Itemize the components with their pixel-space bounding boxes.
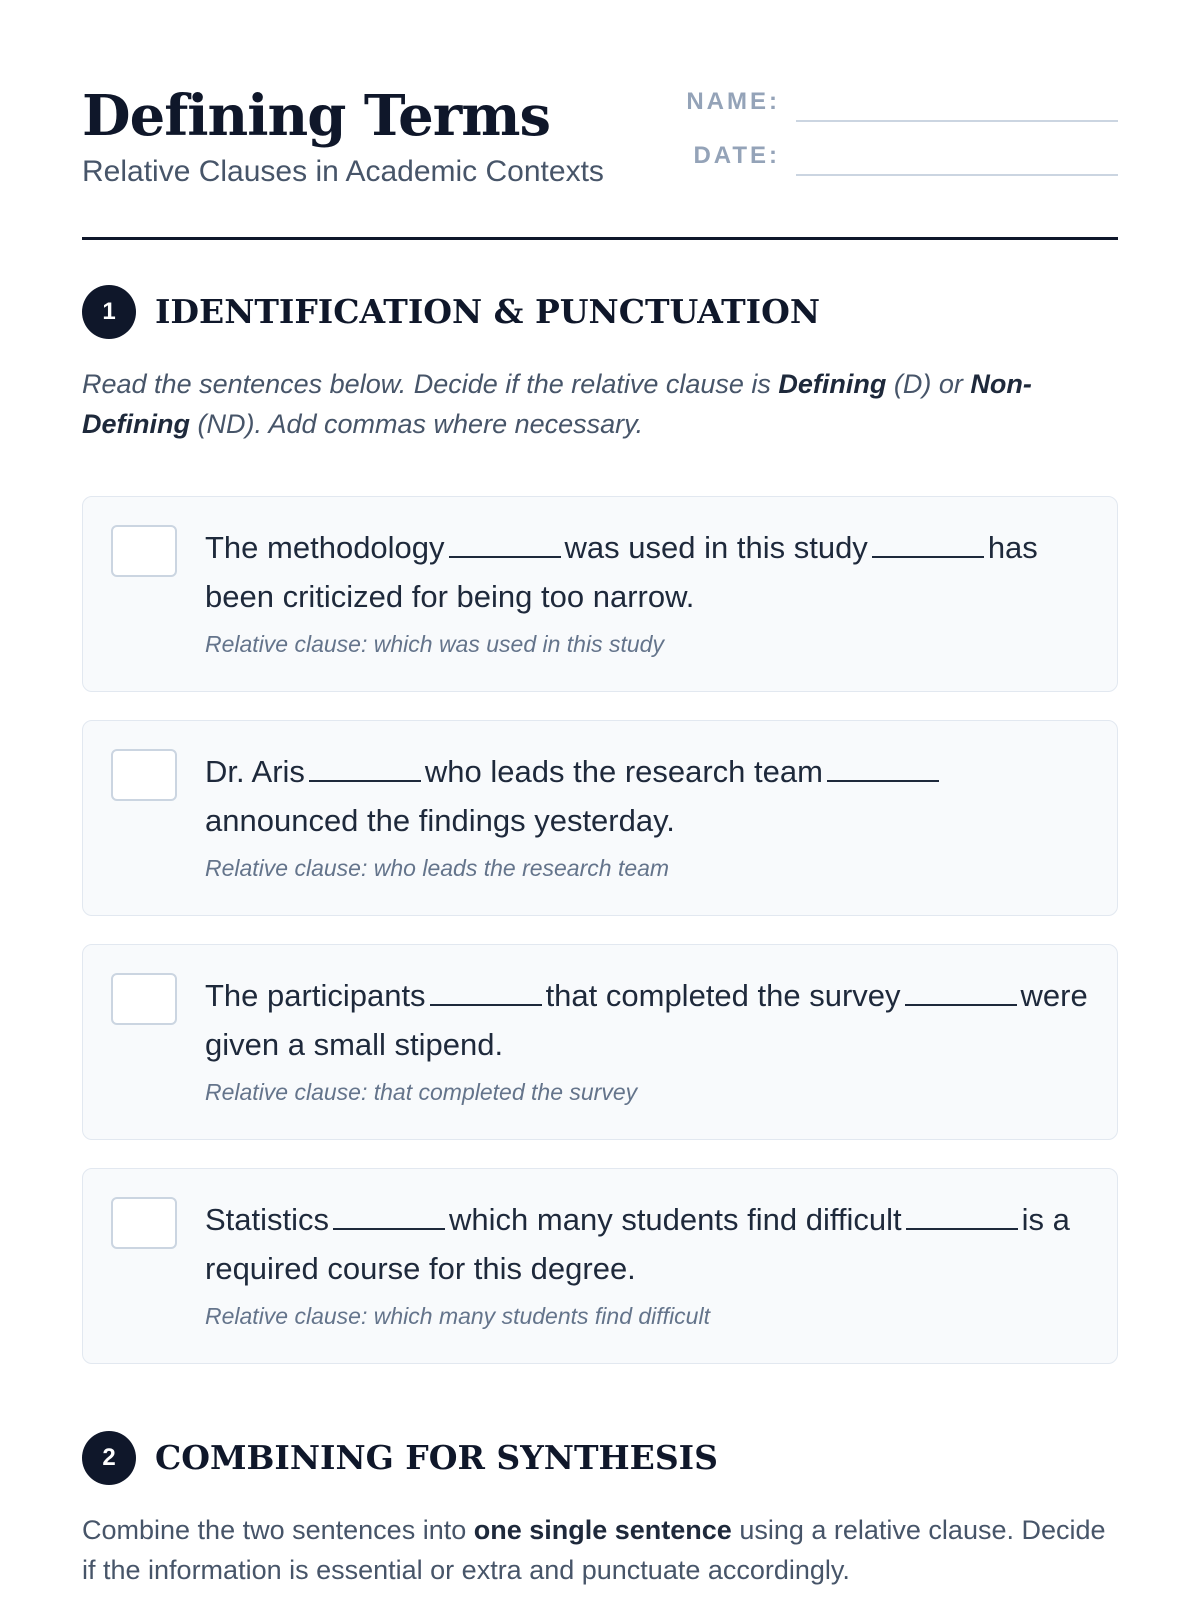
instructions-text: (ND). Add commas where necessary. [190,409,644,439]
comma-blank[interactable] [430,980,542,1006]
section-1-heading [82,285,1118,339]
section-number-badge: 2 [82,1431,136,1485]
comma-blank[interactable] [309,756,421,782]
exercise-card [82,496,1118,692]
sentence-part: The participants [205,978,426,1013]
page-subtitle: Relative Clauses in Academic Contexts [82,155,604,188]
page-title: Defining Terms [82,83,551,149]
instructions-emphasis: one single sentence [473,1515,732,1545]
answer-box[interactable] [111,973,177,1025]
comma-blank[interactable] [905,980,1017,1006]
comma-blank[interactable] [872,532,984,558]
exercise-card [82,1168,1118,1364]
clause-hint: Relative clause: which many students find difficult [205,1303,710,1329]
instructions-emphasis: Non-Defining [82,369,1032,439]
student-info [688,84,1118,192]
sentence-part: The methodology [205,530,445,565]
exercise-sentence [205,971,1089,1069]
clause-hint: Relative clause: who leads the research team [205,855,670,881]
answer-box[interactable] [111,1197,177,1249]
comma-blank[interactable] [449,532,561,558]
instructions-text: Read the sentences below. Decide if the relative clause is [82,369,779,399]
worksheet-header [82,84,1118,240]
date-row [688,138,1118,192]
section-1-instructions [82,364,1118,444]
date-label: DATE: [693,142,780,169]
section-number-badge: 1 [82,285,136,339]
clause-hint: Relative clause: which was used in this study [205,631,664,657]
name-label: NAME: [686,88,780,115]
comma-blank[interactable] [827,756,939,782]
sentence-part: Dr. Aris [205,754,305,789]
clause-hint: Relative clause: that completed the survey [205,1079,638,1105]
instructions-text: Combine the two sentences into [82,1515,474,1545]
exercise-sentence [205,523,1089,621]
sentence-part: who leads the research team [424,754,823,789]
exercise-sentence [205,1195,1089,1293]
sentence-part: announced the findings yesterday. [205,803,675,838]
date-line[interactable] [796,174,1118,176]
sentence-part: has been criticized for being too narrow. [205,530,1038,614]
instructions-text: using a relative clause. Decide if the information is essential or extra and punctuate accordingly. [82,1515,1106,1585]
instructions-emphasis: Defining [778,369,887,399]
answer-box[interactable] [111,749,177,801]
instructions-text: (D) or [886,369,971,399]
exercise-card [82,944,1118,1140]
name-row [688,84,1118,138]
exercise-card [82,720,1118,916]
section-2-instructions [82,1510,1118,1590]
sentence-part: which many students find difficult [449,1202,902,1237]
sentence-part: Statistics [205,1202,330,1237]
exercise-sentence [205,747,1089,845]
name-line[interactable] [796,120,1118,122]
answer-box[interactable] [111,525,177,577]
sentence-part: is a required course for this degree. [205,1202,1070,1286]
section-2-heading [82,1431,1118,1485]
sentence-part: that completed the survey [545,978,901,1013]
sentence-part: was used in this study [564,530,868,565]
section-title: COMBINING FOR SYNTHESIS [155,1438,718,1477]
comma-blank[interactable] [333,1204,445,1230]
comma-blank[interactable] [906,1204,1018,1230]
sentence-part: were given a small stipend. [205,978,1088,1062]
section-title: IDENTIFICATION & PUNCTUATION [155,292,821,331]
